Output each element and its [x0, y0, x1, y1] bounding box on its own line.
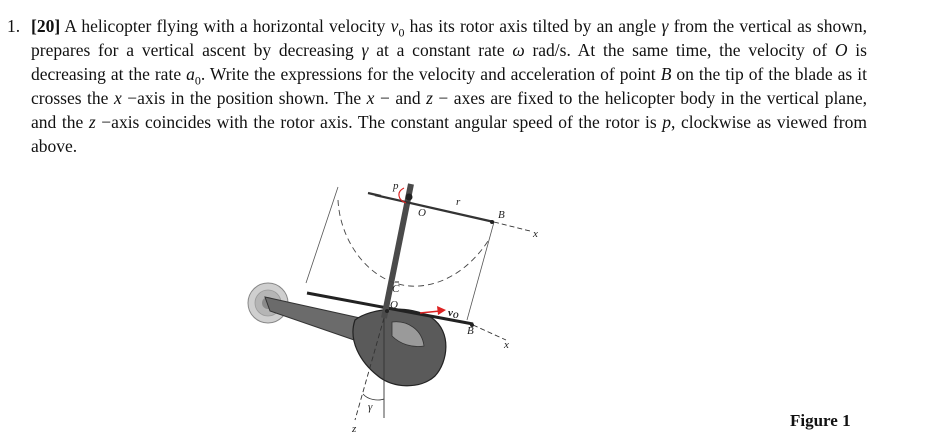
point-b-top-marker — [490, 220, 494, 224]
x-axis-bottom — [473, 325, 506, 340]
symbol-omega: ω — [512, 40, 525, 60]
x-axis-top — [494, 222, 530, 231]
text-segment: is decreasing at the rate — [31, 40, 867, 84]
text-segment: from the vertical as shown, prepares for a vertical ascent by decreasing — [31, 16, 867, 60]
symbol-gamma: γ — [361, 40, 369, 60]
helicopter-fuselage — [353, 309, 446, 386]
text-segment: −axis in the position shown. The — [121, 88, 367, 108]
text-segment: has its rotor axis tilted by an angle — [404, 16, 662, 36]
symbol-x: x — [366, 88, 375, 108]
text-segment: −axis coincides with the rotor axis. The constant angular speed of the rotor is — [95, 112, 663, 132]
label-b-bottom: B — [467, 325, 474, 337]
label-x-top: x — [533, 228, 538, 240]
symbol-p: p — [662, 112, 672, 132]
symbol-a0-subscript: 0 — [194, 73, 201, 88]
label-gamma: γ — [368, 401, 373, 413]
text-segment: , clockwise as viewed from above. — [31, 112, 867, 156]
symbol-v0: v — [390, 16, 399, 36]
label-o-top: O — [418, 207, 426, 219]
question-number: 1. — [7, 16, 21, 36]
question-points: [20] — [31, 16, 61, 36]
label-p: p — [393, 180, 399, 192]
label-r: r — [456, 196, 461, 208]
text-segment: at a constant rate — [368, 40, 513, 60]
symbol-a0: a — [186, 64, 195, 84]
figure-caption: Figure 1 — [790, 411, 851, 430]
disk-edge-right — [467, 222, 494, 320]
text-segment: on the tip of the blade as it crosses the — [31, 64, 867, 108]
symbol-B: B — [660, 64, 672, 84]
rotor-disk-arc — [338, 200, 490, 286]
text-segment: rad/s. At the same time, the velocity of — [524, 40, 835, 60]
rotor-blade-upper — [375, 195, 494, 222]
gamma-arc — [363, 394, 384, 400]
symbol-x: x — [113, 88, 122, 108]
text-segment: − axes are fixed to the helicopter body in the vertical plane, and the — [31, 88, 867, 132]
text-segment: . Write the expressions for the velocity and acceleration of point — [200, 64, 661, 84]
label-x-bottom: x — [504, 339, 509, 351]
point-o-marker — [385, 309, 389, 313]
symbol-z: z — [88, 112, 96, 132]
label-c: C — [392, 283, 400, 295]
label-v0: vO — [448, 307, 459, 320]
rotor-hub — [406, 194, 413, 201]
label-o-bottom: O — [390, 299, 398, 311]
label-z: z — [352, 423, 357, 435]
rotor-blade-upper-left — [368, 193, 381, 196]
disk-edge-left — [306, 187, 338, 283]
symbol-O: O — [834, 40, 848, 60]
text-segment: A helicopter flying with a horizontal velocity — [60, 16, 391, 36]
symbol-gamma: γ — [661, 16, 669, 36]
label-b-top: B — [498, 209, 505, 221]
text-segment: − and — [374, 88, 427, 108]
symbol-z: z — [426, 88, 433, 108]
symbol-v0-subscript: 0 — [398, 25, 405, 40]
rotor-mast — [384, 184, 411, 318]
